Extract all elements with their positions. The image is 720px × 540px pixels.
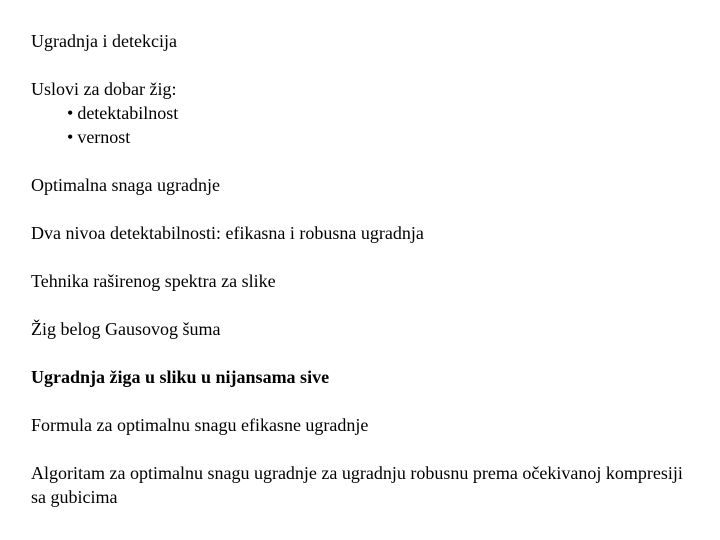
condition-item-fidelity: [67, 125, 691, 149]
paragraph-spread-spectrum: Tehnika raširenog spektra za slike: [31, 271, 276, 291]
bullet-icon: •: [67, 127, 74, 147]
condition-label: vernost: [77, 127, 131, 147]
slide-title: Ugradnja i detekcija: [31, 31, 177, 51]
conditions-heading: Uslovi za dobar žig:: [31, 79, 177, 99]
paragraph-white-gaussian-noise: Žig belog Gausovog šuma: [31, 319, 221, 339]
paragraph-detectability-levels: Dva nivoa detektabilnosti: efikasna i robusna ugradnja: [31, 223, 424, 243]
conditions-list: [31, 101, 691, 149]
condition-label: detektabilnost: [77, 103, 179, 123]
paragraph-efficient-formula: Formula za optimalnu snagu efikasne ugradnje: [31, 415, 369, 435]
paragraph-robust-algorithm: Algoritam za optimalnu snagu ugradnje za ugradnju robusnu prema očekivanoj kompresiji sa gubicima: [31, 463, 683, 507]
bullet-icon: •: [67, 103, 74, 123]
paragraph-optimal-strength: Optimalna snaga ugradnje: [31, 175, 220, 195]
conditions-block: [31, 77, 691, 149]
paragraph-grayscale-embedding: Ugradnja žiga u sliku u nijansama sive: [31, 367, 330, 387]
condition-item-detectability: [67, 101, 691, 125]
slide-content: [31, 29, 691, 533]
